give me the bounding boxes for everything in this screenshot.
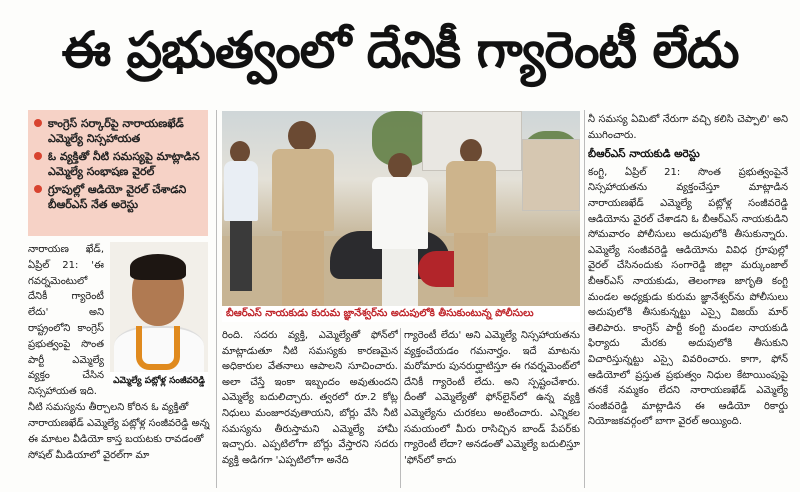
column-divider — [584, 110, 585, 488]
summary-point — [34, 149, 202, 179]
col4-text-a: నీ సమస్య ఏమిటో నేరుగా వచ్చి కలిసి చెప్పాలి' అని ముగించారు. — [588, 114, 788, 141]
summary-point-text: కాంగ్రెస్ సర్కార్‌పై నారాయణఖేడ్ ఎమ్మెల్యే నిస్సహాయత — [48, 117, 184, 145]
bullet-icon — [34, 152, 42, 160]
column-divider — [216, 110, 217, 488]
article-column-1-continued: నీటి సమస్యను తీర్చాలని కోరిన ఓ వ్యక్తితో నారాయణఖేడ్ ఎమ్మెల్యే పట్లోళ్ల సంజీవరెడ్డి అన్న ఈ మాటల వీడియో కాస్త బయటకు రావడంతో సోషల్ మీడియాలో వైరల్‌గా మా — [28, 402, 210, 461]
article-column-2: రింది. సదరు వ్యక్తి, ఎమ్మెల్యేతో ఫోన్‌లో మాట్లాడుతూ నీటి సమస్యకు కారణమైన అధికారుల వేతనాలు ఆపాలని సూచించారు. అలా చేస్తే ఇంకా ఇబ్బందం అవుతుందని ఎమ్మెల్యే బదులిచ్చారు. త్వరలో రూ.2 కోట్ల నిధులు మంజూరవుతాయని, బోర్లు వేసి నీటి సమస్యను తీరుస్తామని ఎమ్మెల్యే హామీ ఇచ్చారు. ఎప్పటిలోగా బోర్లు వేస్తారని సదరు వ్యక్తి అడిగగా 'ఎప్పటిలోగా అనేది — [222, 330, 398, 466]
news-photo — [222, 111, 580, 306]
photo-caption: బీఆర్ఎస్ నాయకుడు కురుమ జ్ఞానేశ్వర్‌ను అదుపులోకి తీసుకుంటున్న పోలీసులు — [222, 306, 580, 322]
column-divider — [400, 328, 401, 488]
bullet-icon — [34, 185, 42, 193]
building — [522, 139, 580, 211]
mla-portrait — [110, 242, 208, 390]
portrait-scarf — [136, 326, 180, 370]
col4-text-b: కంగ్టి, ఏప్రిల్ 21: సొంత ప్రభుత్వంపైనే నిస్సహాయతను వ్యక్తంచేస్తూ మాట్లాడిన నారాయణఖేడ్ ఎమ్మెల్యే పట్లోళ్ల సంజీవరెడ్డి ఆడియోను వైరల్ చేశాడని ఓ బీఆర్ఎస్ నాయకుడిని సోమవారం పోలీసులు అదుపులోకి తీసుకున్నారు. ఎమ్మెల్యే సంజీవరెడ్డి ఆడియోను వివిధ గ్రూపుల్లో వైరల్ చేసినందుకు సంగారెడ్డి జిల్లా మర్కుంజాల్ బీఆర్ఎస్ నాయకుడు, తెలంగాణ జాగృతి కంగ్టి మండల అధ్యక్షుడు కురుమ జ్ఞానేశ్వర్‌ను పోలీసులు అదుపులోకి తీసుకున్నట్టు ఎస్సై విజయ్‌ మార్ తెలిపారు. కాంగ్రెస్ పార్టీ కంగ్టి మండల నాయకుడి ఫిర్యాదు మేరకు అదుపులోకి తీసుకుని విచారిస్తున్నట్టు ఎస్సై వివరించారు. కాగా, ఫోన్ ఆడియోలో ప్రస్తుత ప్రభుత్వం నిధుల కేటాయింపుపై తనకే నమ్మకం లేదని నారాయణఖేడ్ ఎమ్మెల్యే సంజీవరెడ్డి మాట్లాడిన ఈ ఆడియో రికార్డు నియోజకవర్గంలో బాగా వైరల్ అయ్యింది. — [588, 166, 788, 428]
summary-point — [34, 182, 202, 212]
portrait-caption: ఎమ్మెల్యే పట్లోళ్ల సంజీవరెడ్డి — [110, 372, 208, 390]
arrest-subheading: బీఆర్ఎస్ నాయకుడి అరెస్టు — [588, 148, 700, 161]
portrait-hair — [130, 254, 186, 280]
summary-point-text: ఓ వ్యక్తితో నీటి సమస్యపై మాట్లాడిన ఎమ్మెల్యే సంభాషణ వైరల్ — [48, 150, 200, 178]
article-column-4 — [588, 112, 788, 488]
article-column-3: గ్యారెంటీ లేదు' అని ఎమ్మెల్యే నిస్సహాయతను వ్యక్తంచేయడం గమనార్హం. ఇదే మాటను మరోమారు పునరుద్ఘాటిస్తూ ఈ గవర్నమెంట్‌లో దేనికీ గ్యారెంటీ లేదు. అని స్పష్టంచేశారు. దీంతో ఎమ్మెల్యేతో ఫోన్‌లైన్‌లో ఉన్న వ్యక్తి ఎమ్మెల్యేను చురకలు అంటించారు. ఎన్నికల సమయంలో మీరు రాసిచ్చిన బాండ్ పేపర్‌కు గ్యారెంటీ లేదా? అనడంతో ఎమ్మెల్యే బదులిస్తూ 'ఫోన్‌లో కాదు — [404, 330, 580, 466]
summary-point — [34, 116, 202, 146]
summary-box — [28, 110, 208, 236]
article-column-1: నారాయణ ఖేడ్, ఏప్రిల్ 21: 'ఈ గవర్నమెంటులో దేనికీ గ్యారెంటీ లేదు' అని రాష్ట్రంలోని కాంగ్రెస్ ప్రభుత్వంపై సొంత పార్టీ ఎమ్మెల్యే వ్యక్తం చేసిన నిస్సహాయత ఇది. — [28, 244, 104, 398]
summary-point-text: గ్రూపుల్లో ఆడియో వైరల్ చేశాడని బీఆర్‌ఎస్ నేత అరెస్టు — [48, 183, 187, 211]
headline: ఈ ప్రభుత్వంలో దేనికీ గ్యారెంటీ లేదు — [61, 21, 739, 79]
bullet-icon — [34, 119, 42, 127]
